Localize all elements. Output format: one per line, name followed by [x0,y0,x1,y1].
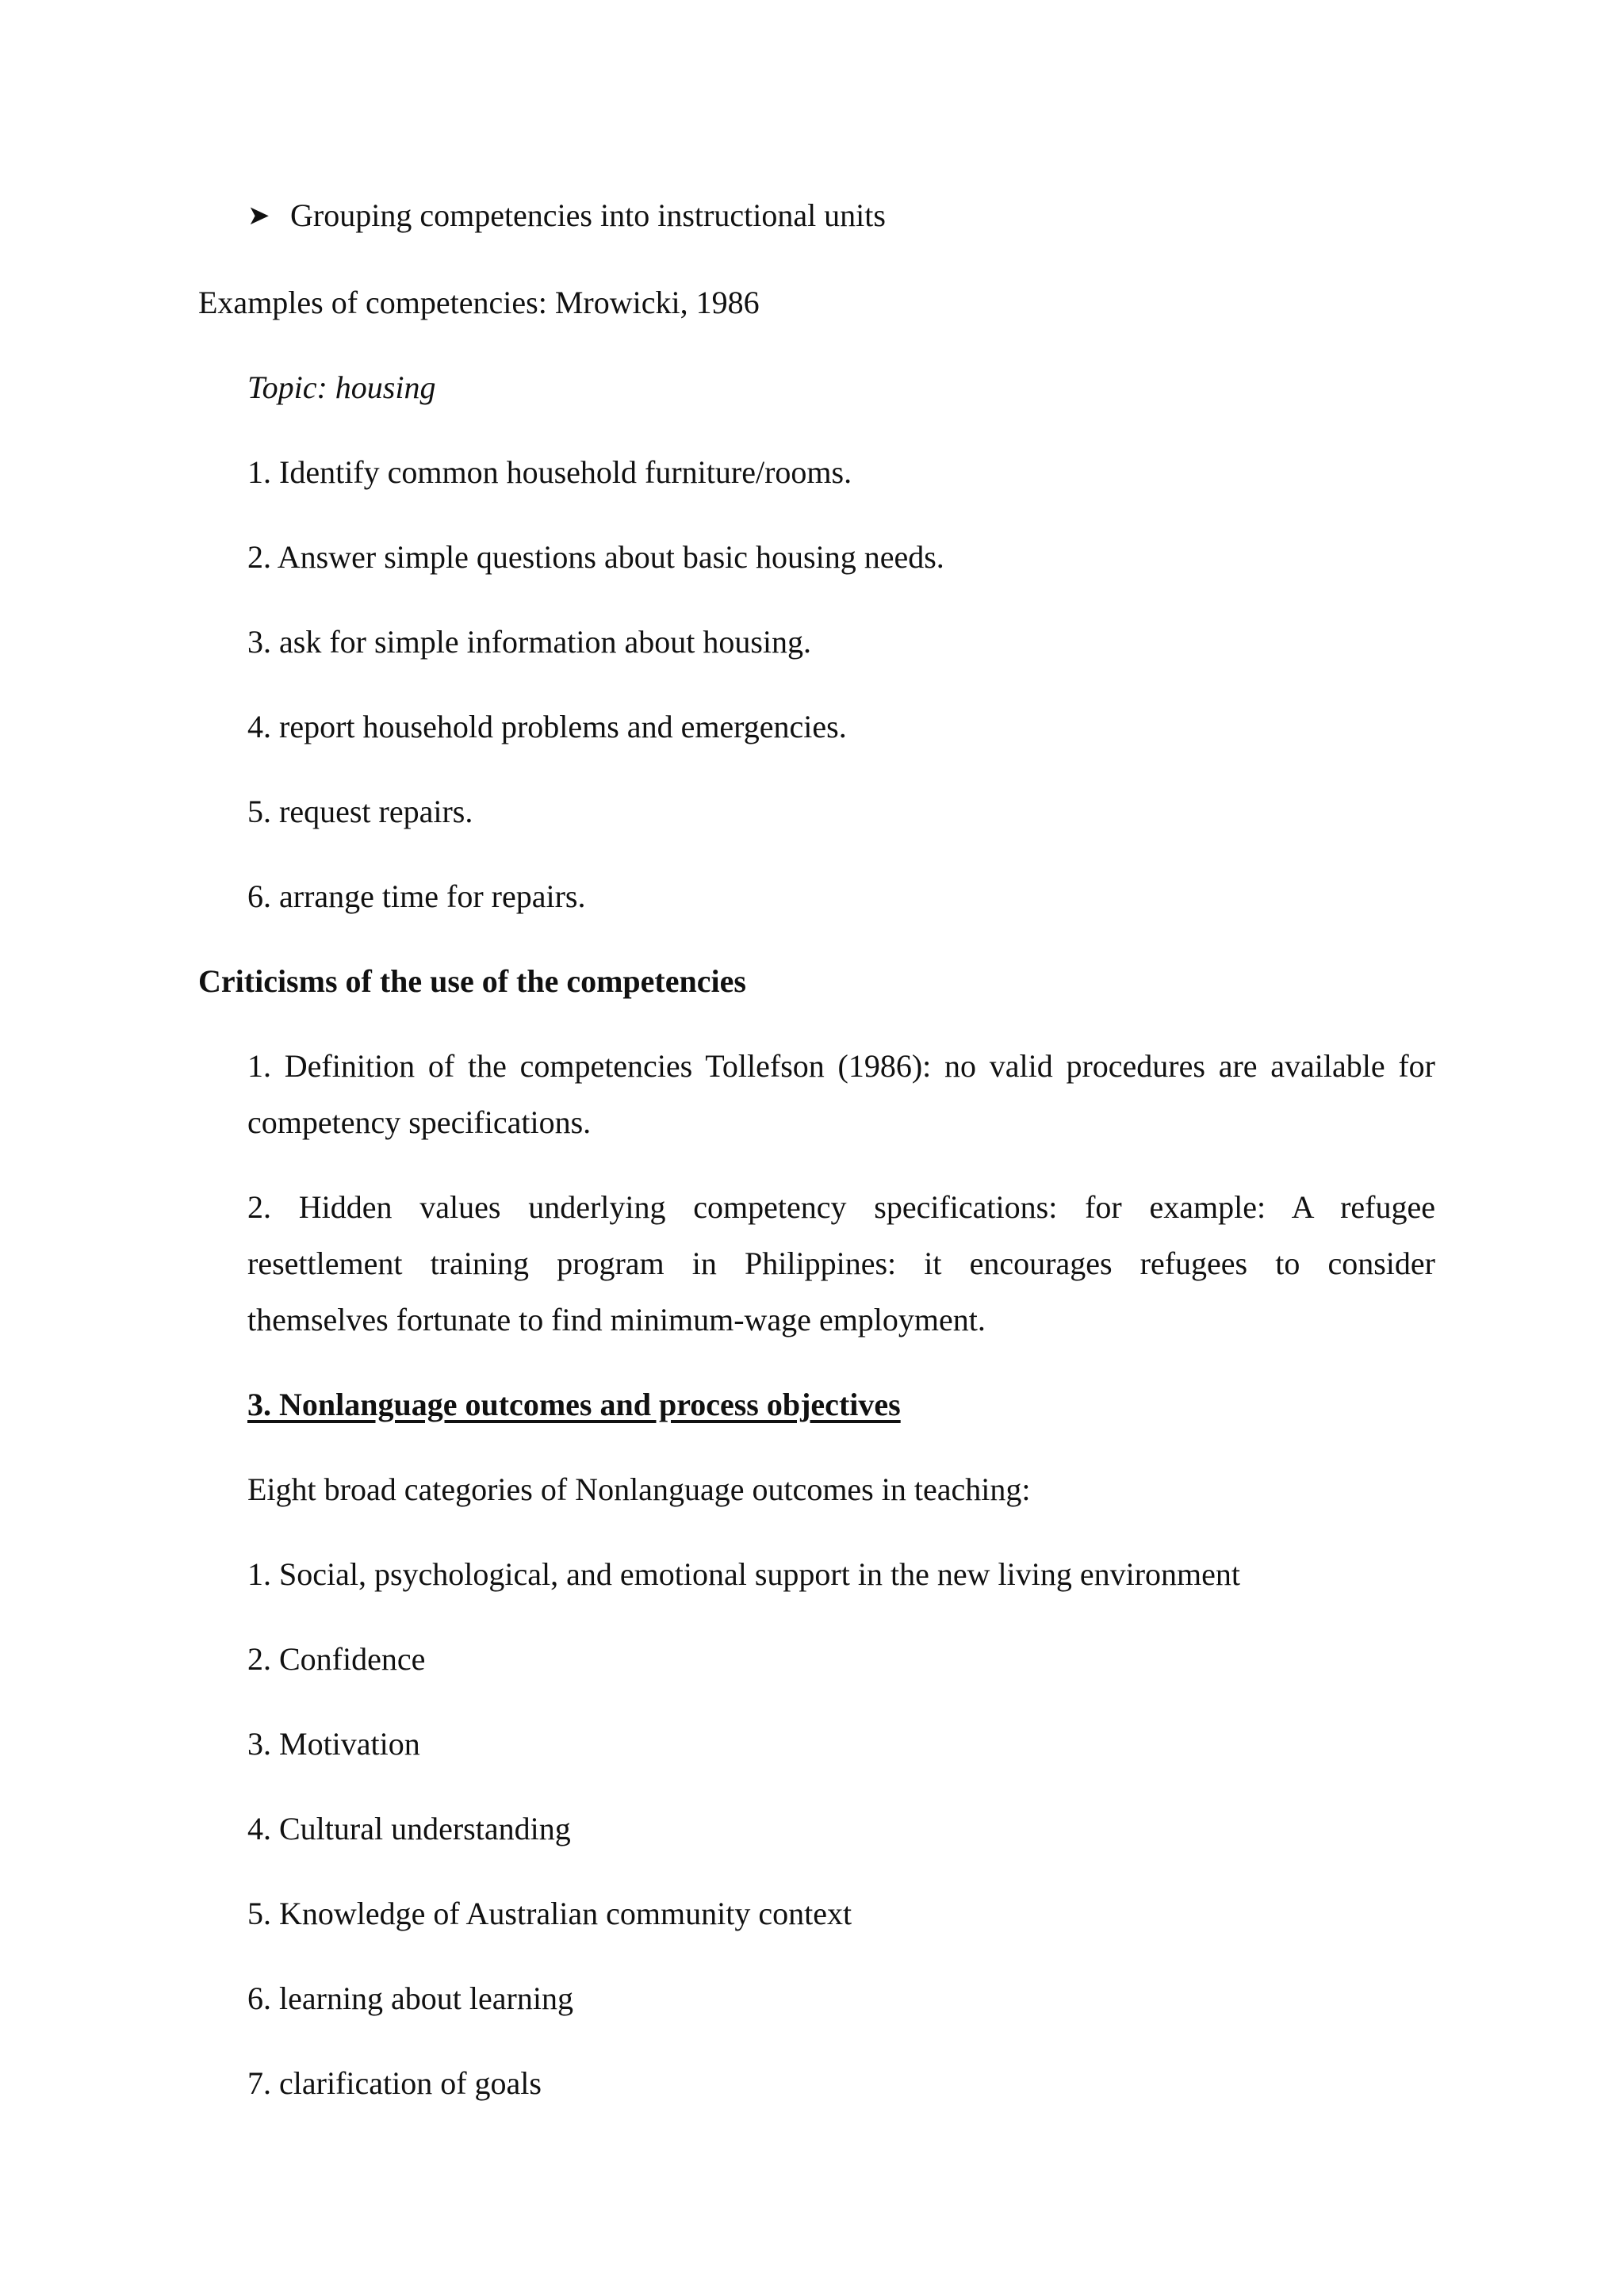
criticisms-heading: Criticisms of the use of the competencies [198,963,746,999]
section-3-intro: Eight broad categories of Nonlanguage outcomes in teaching: [247,1471,1031,1507]
topic-label: Topic: housing [247,369,436,405]
outcome-item: 4. Cultural understanding [247,1811,571,1846]
competency-item: 3. ask for simple information about housing. [247,624,812,660]
criticism-1-line-2: competency specifications. [247,1104,592,1140]
section-3-heading: 3. Nonlanguage outcomes and process objectives [247,1387,901,1422]
competency-item: 2. Answer simple questions about basic housing needs. [247,539,944,575]
bullet-item-text: Grouping competencies into instructional units [290,197,886,233]
competency-item: 1. Identify common household furniture/rooms. [247,454,852,490]
criticism-1-line-1: 1. Definition of the competencies Tollefson (1986): no valid procedures are available for [247,1048,1435,1084]
outcome-item: 7. clarification of goals [247,2065,542,2101]
examples-heading: Examples of competencies: Mrowicki, 1986 [198,285,760,320]
outcome-item: 2. Confidence [247,1641,426,1677]
criticism-2-line-3: themselves fortunate to find minimum-wage employment. [247,1302,986,1337]
competency-item: 4. report household problems and emergencies. [247,709,847,744]
outcome-item: 5. Knowledge of Australian community context [247,1896,852,1931]
outcome-item: 6. learning about learning [247,1980,573,2016]
arrow-bullet-icon: ➤ [247,200,270,232]
criticism-2-line-2: resettlement training program in Philippines: it encourages refugees to consider [247,1246,1435,1281]
outcome-item: 3. Motivation [247,1726,420,1762]
outcome-item: 1. Social, psychological, and emotional support in the new living environment [247,1556,1240,1592]
competency-item: 6. arrange time for repairs. [247,878,586,914]
criticism-2-line-1: 2. Hidden values underlying competency specifications: for example: A refugee [247,1189,1435,1225]
competency-item: 5. request repairs. [247,794,473,829]
bullet-item [247,197,886,233]
